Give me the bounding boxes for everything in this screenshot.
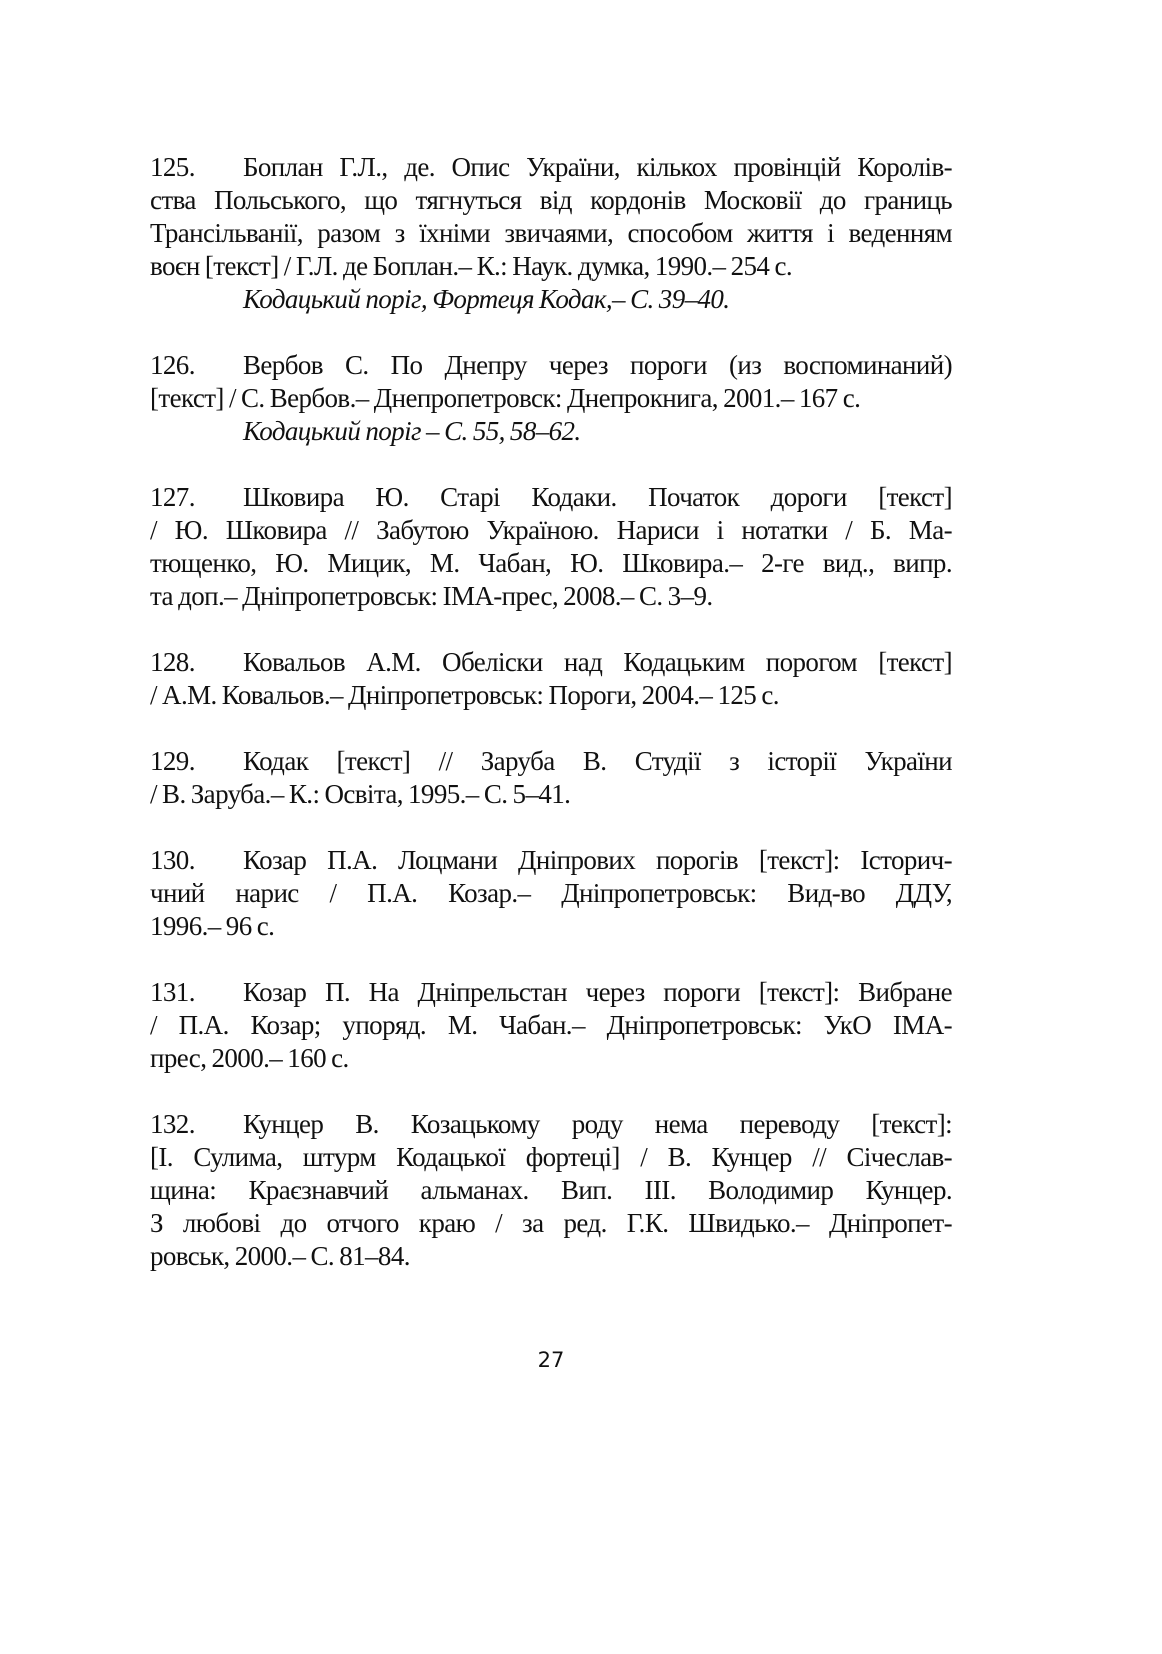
entry-text: Боплан Г.Л., де. Опис України, кількох провінцій Королів- (243, 152, 952, 182)
bibliography-entry (150, 151, 952, 316)
entry-text: Козар П. На Дніпрельстан через пороги [текст]: Вибране (243, 977, 952, 1007)
entry-line (150, 349, 952, 382)
entry-number: 132. (150, 1109, 195, 1139)
entry-text: чний нарис / П.А. Козар.– Дніпропетровськ: Вид-во ДДУ, (150, 878, 952, 908)
entry-number: 131. (150, 977, 195, 1007)
entry-note: Кодацький поріг, Фортеця Кодак,– С. 39–40. (243, 284, 730, 314)
entry-line (150, 184, 952, 217)
entry-number: 128. (150, 647, 195, 677)
entry-line (150, 910, 952, 943)
entry-line (150, 1108, 952, 1141)
entry-text: / Ю. Шковира // Забутою Україною. Нариси і нотатки / Б. Ма- (150, 515, 952, 545)
entry-number: 129. (150, 746, 195, 776)
entry-text: ства Польського, що тягнуться від кордонів Московії до границь (150, 185, 952, 215)
entry-line (150, 1009, 952, 1042)
entry-line (150, 976, 952, 1009)
entry-text: ровськ, 2000.– С. 81–84. (150, 1241, 410, 1271)
entry-line (150, 1240, 952, 1273)
entry-text: та доп.– Дніпропетровськ: ІМА-прес, 2008.– С. 3–9. (150, 581, 713, 611)
entry-line (150, 778, 952, 811)
bibliography-entry (150, 349, 952, 448)
entry-text: З любові до отчого краю / за ред. Г.К. Швидько.– Дніпропет- (150, 1208, 952, 1238)
entry-number: 125. (150, 152, 195, 182)
entry-text: / П.А. Козар; упоряд. М. Чабан.– Дніпропетровськ: УкО ІМА- (150, 1010, 952, 1040)
entry-number: 127. (150, 482, 195, 512)
bibliography-list (150, 151, 952, 1306)
entry-note: Кодацький поріг – С. 55, 58–62. (243, 416, 581, 446)
entry-number: 130. (150, 845, 195, 875)
entry-line (150, 580, 952, 613)
entry-text: Козар П.А. Лоцмани Дніпрових порогів [текст]: Історич- (243, 845, 952, 875)
entry-text: / В. Заруба.– К.: Освіта, 1995.– С. 5–41. (150, 779, 571, 809)
entry-line (150, 1174, 952, 1207)
entry-text: Ковальов А.М. Обеліски над Кодацьким порогом [текст] (243, 647, 952, 677)
entry-text: [текст] / С. Вербов.– Днепропетровск: Днепрокнига, 2001.– 167 с. (150, 383, 861, 413)
entry-text: щина: Краєзнавчий альманах. Вип. ІІІ. Володимир Кунцер. (150, 1175, 952, 1205)
entry-line (150, 646, 952, 679)
entry-line (150, 679, 952, 712)
entry-text: тющенко, Ю. Мицик, М. Чабан, Ю. Шковира.– 2-ге вид., випр. (150, 548, 952, 578)
entry-text: / А.М. Ковальов.– Дніпропетровськ: Пороги, 2004.– 125 с. (150, 680, 779, 710)
bibliography-entry (150, 646, 952, 712)
entry-line (150, 877, 952, 910)
bibliography-entry (150, 976, 952, 1075)
entry-line (150, 250, 952, 283)
entry-line (150, 1141, 952, 1174)
bibliography-entry (150, 844, 952, 943)
entry-line (150, 745, 952, 778)
bibliography-entry (150, 481, 952, 613)
entry-text: Шковира Ю. Старі Кодаки. Початок дороги [текст] (243, 482, 952, 512)
entry-line (150, 217, 952, 250)
entry-line (150, 382, 952, 415)
entry-text: Вербов С. По Днепру через пороги (из воспоминаний) (243, 350, 952, 380)
entry-text: Кодак [текст] // Заруба В. Студії з історії України (243, 746, 952, 776)
entry-number: 126. (150, 350, 195, 380)
entry-line (150, 1207, 952, 1240)
entry-line (150, 514, 952, 547)
entry-line (150, 481, 952, 514)
entry-line (150, 844, 952, 877)
entry-text: 1996.– 96 с. (150, 911, 275, 941)
entry-line (150, 547, 952, 580)
bibliography-entry (150, 1108, 952, 1273)
entry-text: прес, 2000.– 160 с. (150, 1043, 349, 1073)
entry-line (150, 1042, 952, 1075)
entry-line (150, 151, 952, 184)
entry-text: [І. Сулима, штурм Кодацької фортеці] / В. Кунцер // Січеслав- (150, 1142, 952, 1172)
entry-text: Кунцер В. Козацькому роду нема переводу [текст]: (243, 1109, 952, 1139)
page-number: 27 (537, 1348, 565, 1372)
bibliography-entry (150, 745, 952, 811)
entry-text: воєн [текст] / Г.Л. де Боплан.– К.: Наук. думка, 1990.– 254 с. (150, 251, 792, 281)
entry-text: Трансільванії, разом з їхніми звичаями, способом життя і веденням (150, 218, 952, 248)
